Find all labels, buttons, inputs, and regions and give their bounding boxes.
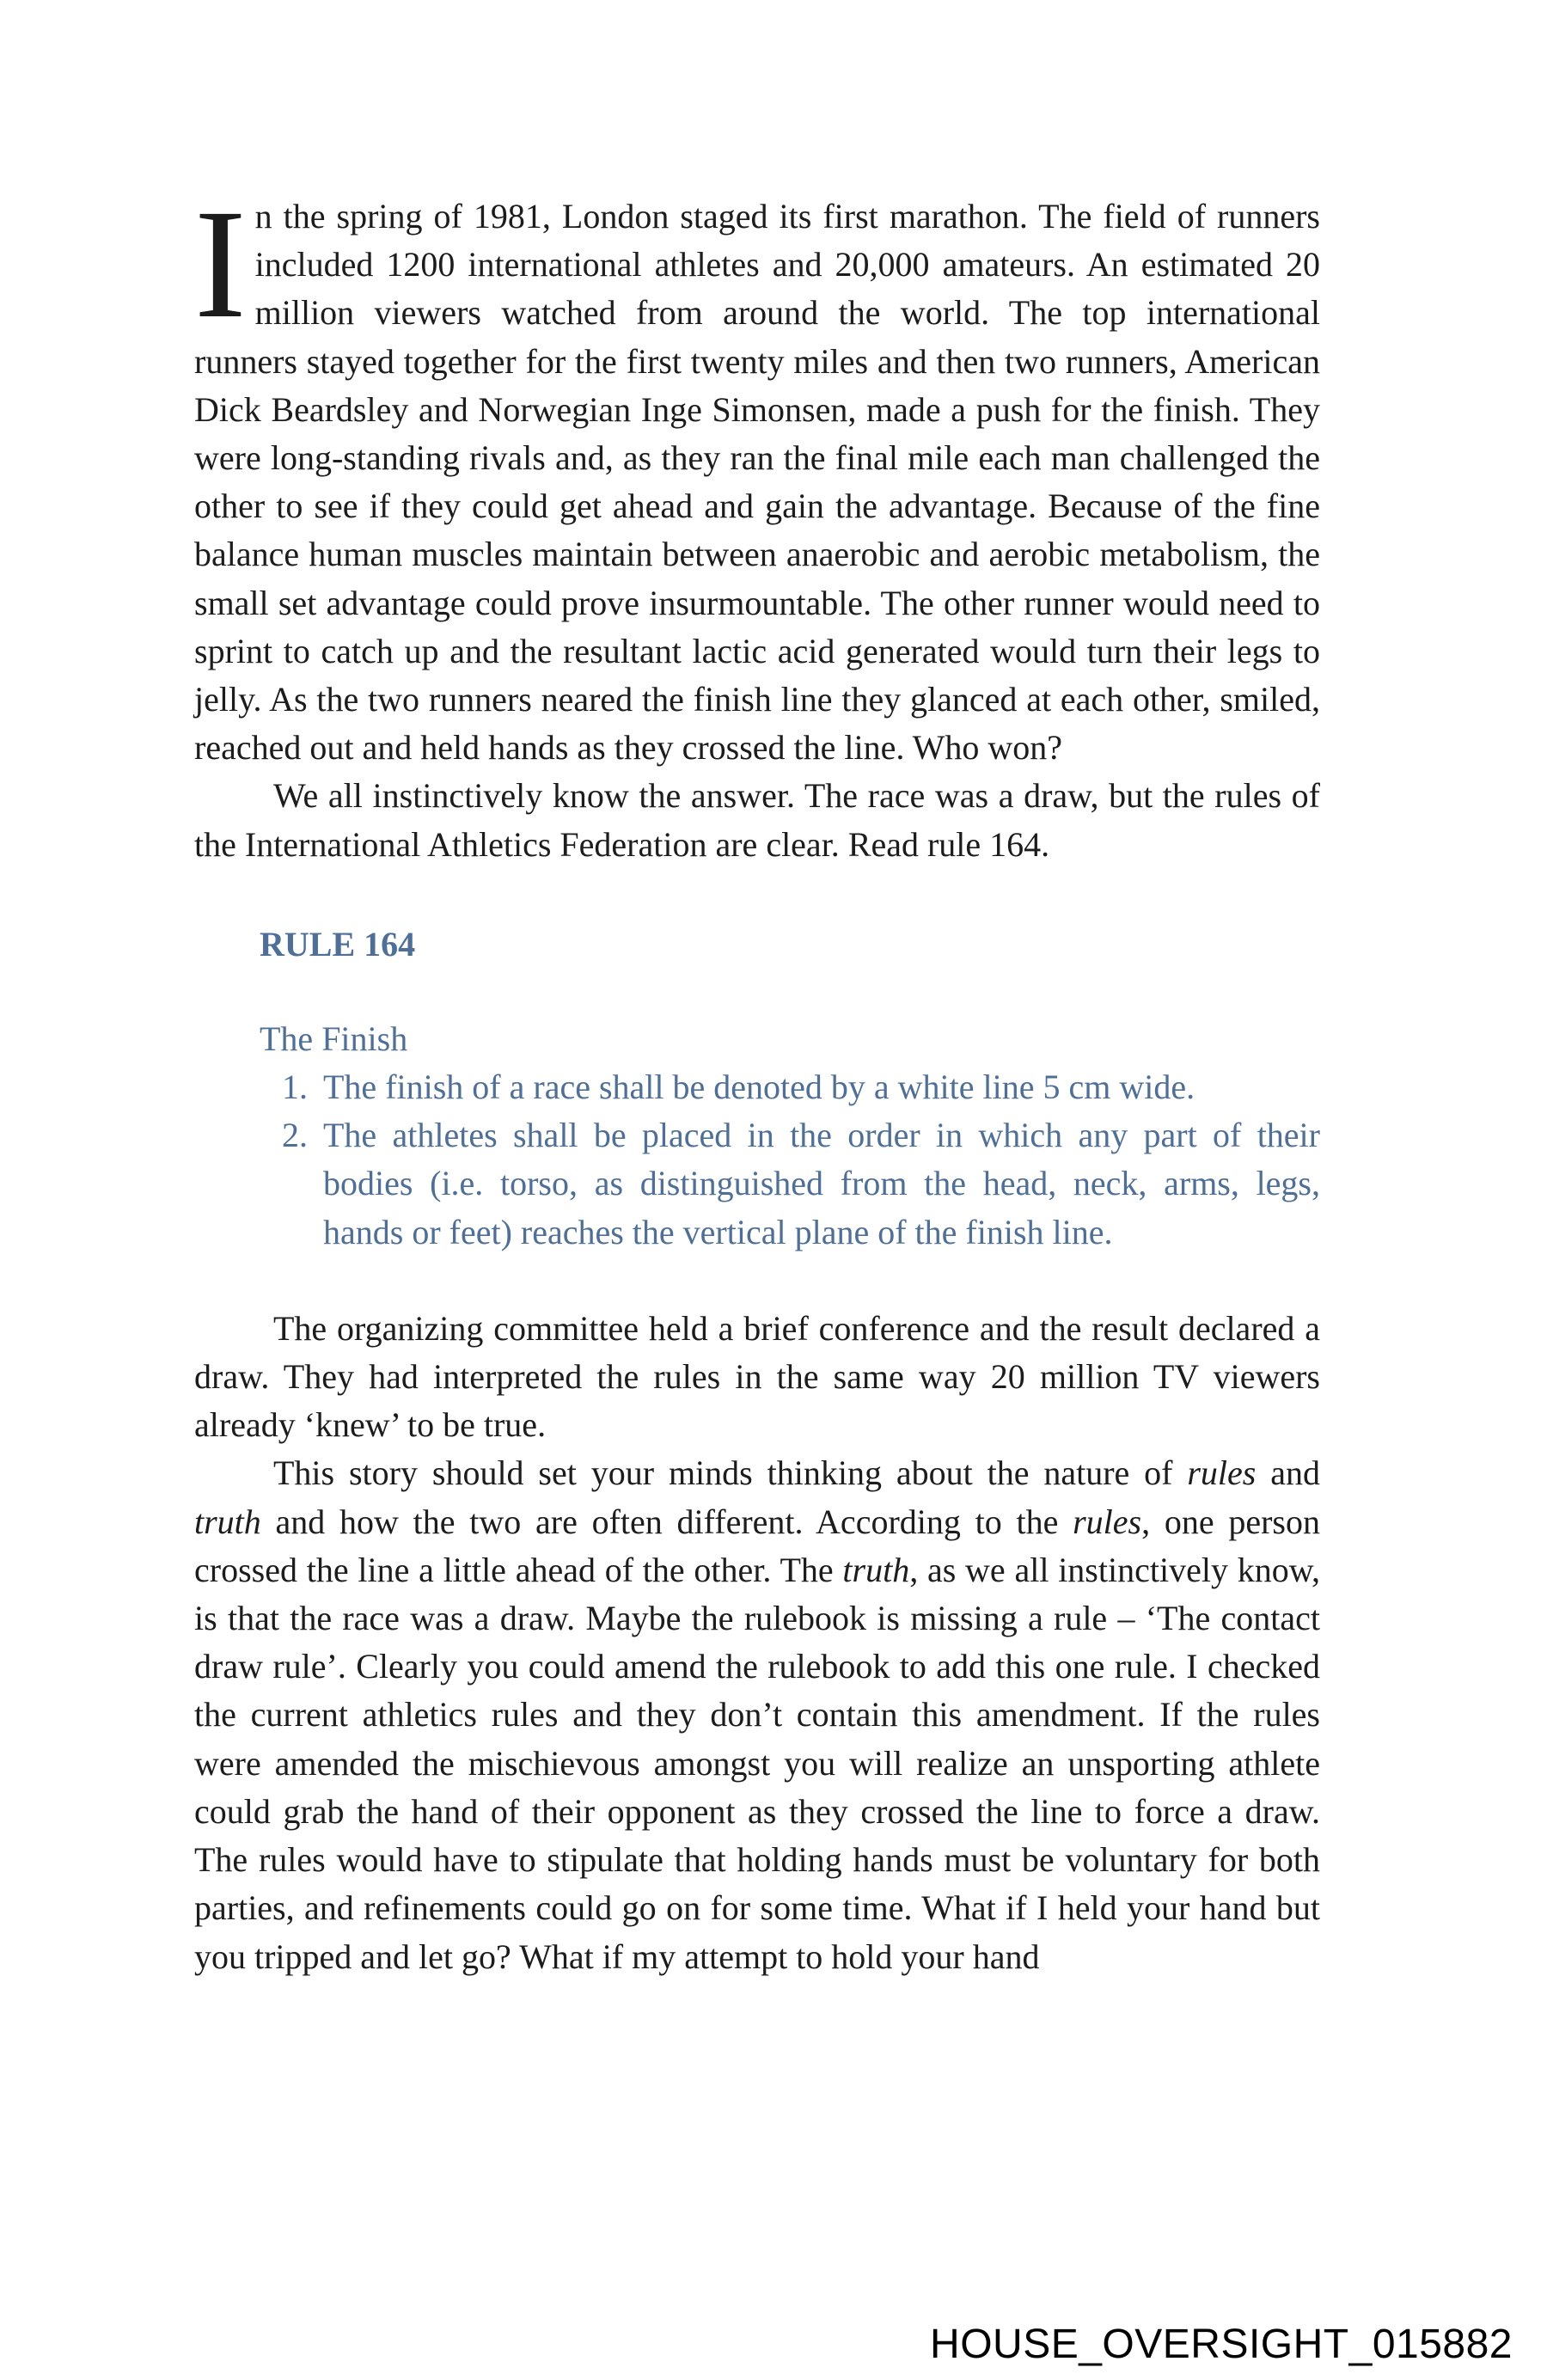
text-run: and how the two are often different. According to the — [260, 1502, 1073, 1541]
drop-cap: I — [194, 178, 247, 351]
text-run: , as we all instinctively know, is that the race was a draw. Maybe the rulebook is missing a rule – ‘The contact draw rule’. Clearly you could amend the rulebook to add this one rule. I checked the current athletics rules and they don’t contain this amendment. If the rules were amended the mischievous amongst you will realize an unsporting athlete could grab the hand of their opponent as they crossed the line to force a draw. The rules would have to stipulate that holding hands must be voluntary for both parties, and refinements could go on for some time. What if I held your hand but you tripped and let go? What if my attempt to hold your hand — [194, 1550, 1321, 1976]
italic-run: truth — [842, 1550, 910, 1589]
rules-truth-paragraph — [194, 1449, 1320, 1980]
bates-stamp: HOUSE_OVERSIGHT_015882 — [930, 2322, 1513, 2367]
rule-item-text: The athletes shall be placed in the order in which any part of their bodies (i.e. torso, as distinguished from the head, neck, arms, legs, hands or feet) reaches the vertical plane of the finish line. — [323, 1116, 1320, 1251]
rule-item — [260, 1111, 1320, 1257]
rule-list — [260, 1063, 1320, 1257]
answer-paragraph: We all instinctively know the answer. The race was a draw, but the rules of the International Athletics Federation are clear. Read rule 164. — [194, 776, 1320, 864]
italic-run: truth — [194, 1502, 261, 1541]
text-run: This story should set your minds thinking about the nature of — [273, 1453, 1188, 1493]
rule-item — [260, 1063, 1320, 1111]
italic-run: rules — [1073, 1502, 1142, 1541]
italic-run: rules — [1187, 1453, 1257, 1493]
rule-heading: RULE 164 — [260, 924, 416, 964]
committee-paragraph: The organizing committee held a brief conference and the result declared a draw. They had interpreted the rules in the same way 20 million TV viewers already ‘knew’ to be true. — [194, 1308, 1320, 1445]
text-run: , one person crossed the line a little ahead of the other. The — [194, 1502, 1320, 1589]
opening-paragraph-text: n the spring of 1981, London staged its first marathon. The field of runners included 1200 international athletes and 20,000 amateurs. An estimated 20 million viewers watched from around the world. The top international runners stayed together for the first twenty miles and then two runners, American Dick Beardsley and Norwegian Inge Simonsen, made a push for the finish. They were long-standing rivals and, as they ran the final mile each man challenged the other to see if they could get ahead and gain the advantage. Because of the fine balance human muscles maintain between anaerobic and aerobic metabolism, the small set advantage could prove insurmountable. The other runner would need to sprint to catch up and the resultant lactic acid generated would turn their legs to jelly. As the two runners neared the finish line they glanced at each other, smiled, reached out and held hands as they crossed the line. Who won? — [194, 197, 1320, 768]
rule-item-number: 1. — [282, 1068, 308, 1107]
rule-item-number: 2. — [282, 1116, 308, 1155]
rule-item-text: The finish of a race shall be denoted by a white line 5 cm wide. — [323, 1068, 1195, 1107]
text-run: and — [1256, 1453, 1320, 1493]
opening-paragraph — [194, 178, 1320, 772]
rule-block — [260, 1015, 1320, 1257]
page-body — [194, 178, 1321, 1981]
rule-subtitle: The Finish — [260, 1019, 408, 1058]
